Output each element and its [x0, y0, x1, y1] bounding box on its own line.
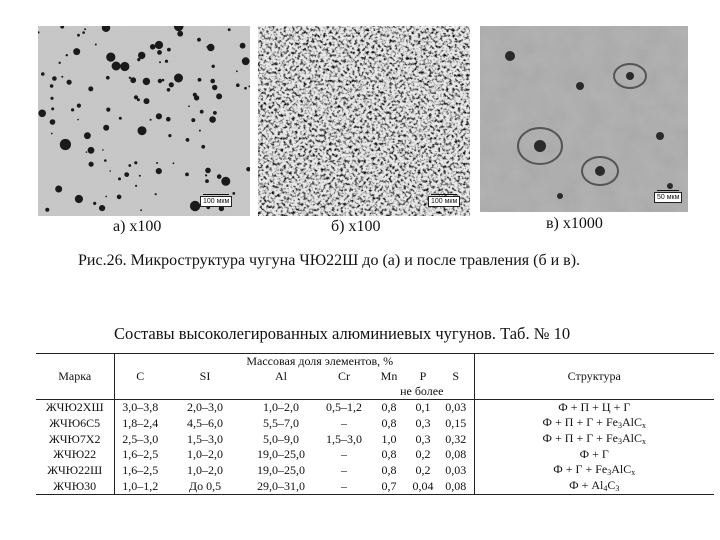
graphite-nodule: [198, 78, 202, 82]
graphite-nodule: [156, 162, 158, 164]
graphite-nodule: [55, 186, 62, 193]
graphite-nodule: [138, 52, 145, 59]
graphite-nodule: [75, 195, 83, 203]
table-row: [36, 478, 714, 495]
table-row: [36, 447, 714, 462]
micrograph-c-label: в) х1000: [546, 215, 603, 232]
cell-si: 1,5–3,0: [187, 431, 223, 446]
graphite-nodule: [106, 76, 110, 80]
graphite-nodule: [128, 164, 131, 167]
graphite-nodule: [102, 149, 104, 151]
graphite-nodule: [207, 44, 214, 51]
graphite-nodule: [167, 88, 171, 92]
graphite-nodule: [228, 28, 231, 31]
graphite-nodule: [38, 110, 46, 118]
graphite-nodule: [173, 162, 175, 164]
cell-mn: 0,7: [370, 478, 408, 495]
graphite-nodule: [73, 48, 80, 55]
cell-al: 29,0–31,0: [244, 478, 318, 495]
cell-mark: ЖЧЮ22Ш: [36, 462, 114, 478]
graphite-nodule: [89, 162, 94, 167]
graphite-nodule: [150, 119, 152, 121]
cell-structure: Ф + П + Г + Fe3AlCx: [474, 431, 714, 447]
cell-si: 1,0–2,0: [187, 462, 223, 477]
graphite-nodule: [104, 159, 107, 162]
cell-al: 1,0–2,0: [263, 400, 299, 414]
cell-structure: Ф + Г: [474, 447, 714, 462]
graphite-nodule: [51, 133, 53, 135]
scale-bar-a: 100 мкм: [200, 196, 232, 207]
graphite-nodule: [140, 209, 142, 211]
graphite-nodule: [185, 173, 189, 177]
graphite-nodule: [212, 65, 215, 68]
cell-cr: –: [318, 478, 370, 495]
cell-cr: 0,5–1,2: [326, 400, 362, 414]
cell-si: До 0,5: [166, 478, 244, 495]
graphite-nodule: [210, 79, 215, 84]
graphite-nodule: [118, 177, 121, 180]
cell-mark: ЖЧЮ30: [36, 478, 114, 495]
graphite-nodule: [61, 76, 63, 78]
micrograph-c-image: [480, 26, 688, 212]
cell-s: 0,03: [445, 462, 467, 477]
table-row: [36, 415, 714, 431]
table-title: Составы высоколегированных алюминиевых чугунов. Таб. № 10: [114, 324, 571, 343]
graphite-nodule: [194, 95, 199, 100]
graphite-nodule: [84, 132, 91, 139]
cell-mark: ЖЧЮ22: [36, 447, 114, 462]
graphite-nodule: [95, 44, 97, 46]
cell-al: 5,5–7,0: [263, 415, 299, 430]
header-mn: Mn: [380, 369, 398, 383]
graphite-nodule: [84, 28, 86, 30]
graphite-nodule: [143, 78, 150, 85]
graphite-nodule: [82, 31, 85, 34]
cell-c: 2,5–3,0: [122, 431, 159, 446]
cell-mark: ЖЧЮ6С5: [36, 415, 114, 431]
cell-si: 2,0–3,0: [187, 400, 223, 414]
graphite-nodule: [67, 80, 72, 85]
table-row: [36, 400, 714, 416]
graphite-nodule: [155, 193, 157, 195]
graphite-nodule: [155, 41, 163, 49]
graphite-nodule: [236, 70, 238, 72]
graphite-nodule: [50, 84, 54, 88]
header-c: C: [136, 369, 145, 383]
graphite-nodule: [244, 87, 247, 90]
cell-c: 1,6–2,5: [122, 447, 159, 461]
graphite-nodule: [206, 46, 208, 48]
header-structure: Структура: [474, 369, 714, 384]
micrograph-a-image: [38, 26, 250, 216]
cell-structure: Ф + П + Ц + Г: [474, 400, 714, 416]
cell-cr: –: [341, 415, 347, 430]
header-s: S: [452, 369, 460, 383]
graphite-nodule: [71, 108, 74, 111]
micrograph-b: [258, 26, 470, 216]
graphite-nodule: [165, 60, 168, 63]
cell-al: 19,0–25,0: [257, 462, 305, 477]
cell-s: 0,15: [445, 415, 467, 430]
graphite-nodule: [199, 130, 201, 132]
cell-s: 0,03: [445, 400, 467, 414]
graphite-nodule: [50, 119, 56, 125]
graphite-nodule: [137, 98, 140, 101]
graphite-nodule: [52, 76, 57, 81]
table-body: [36, 400, 714, 495]
cell-al: 19,0–25,0: [257, 447, 305, 461]
graphite-nodule: [158, 79, 162, 83]
header-si: SI: [199, 369, 211, 383]
graphite-nodule: [139, 175, 141, 177]
table-row: [36, 431, 714, 447]
graphite-nodule: [130, 77, 136, 83]
graphite-nodule: [167, 48, 171, 52]
graphite-nodule: [105, 196, 107, 198]
cell-c: 3,0–3,8: [122, 400, 159, 414]
graphite-nodule: [197, 38, 201, 42]
header-cr: Cr: [338, 369, 350, 383]
graphite-nodule: [50, 97, 53, 100]
graphite-nodule: [213, 111, 217, 115]
cell-p: 0,3: [415, 415, 431, 430]
graphite-nodule: [112, 62, 121, 71]
graphite-nodule: [221, 177, 230, 186]
cell-s: 0,08: [445, 447, 467, 461]
cell-al: 5,0–9,0: [263, 431, 299, 446]
graphite-nodule: [124, 172, 129, 177]
graphite-nodule: [93, 202, 96, 205]
graphite-nodule: [103, 125, 109, 131]
graphite-nodule: [99, 205, 105, 211]
graphite-nodule: [186, 138, 190, 142]
graphite-nodule: [205, 174, 207, 176]
micrograph-b-image: [258, 26, 470, 216]
graphite-nodule: [150, 44, 156, 50]
cell-cr: 1,5–3,0: [326, 431, 362, 446]
cell-cr: –: [341, 462, 347, 477]
graphite-nodule: [86, 151, 88, 153]
graphite-nodule: [138, 126, 147, 135]
graphite-nodule: [45, 208, 49, 212]
header-mark: Марка: [36, 369, 114, 384]
cell-p: 0,1: [415, 400, 431, 414]
cell-mark: ЖЧЮ7Х2: [36, 431, 114, 447]
graphite-nodule: [188, 105, 190, 107]
cell-mn: 1,0: [381, 431, 397, 446]
graphite-nodule: [201, 145, 205, 149]
scale-bar-b: 100 мкм: [428, 196, 460, 207]
graphite-nodule: [177, 31, 183, 37]
cell-s: 0,08: [438, 478, 474, 495]
graphite-nodule: [88, 147, 95, 154]
graphite-nodule: [217, 174, 222, 179]
graphite-nodule: [134, 161, 137, 164]
graphite-nodule: [174, 74, 183, 83]
graphite-nodule: [168, 134, 171, 137]
graphite-nodule: [106, 108, 110, 112]
graphite-nodule: [117, 195, 122, 200]
graphite-nodule: [240, 43, 246, 49]
graphite-nodule: [156, 113, 162, 119]
graphite-nodule: [191, 118, 195, 122]
graphite-nodule: [77, 104, 81, 108]
cell-p: 0,2: [415, 447, 431, 461]
cell-p: 0,04: [408, 478, 438, 495]
graphite-nodule: [66, 54, 68, 56]
cell-si: 4,5–6,0: [187, 415, 223, 430]
graphite-nodule: [144, 98, 150, 104]
graphite-nodule: [77, 119, 79, 121]
header-al: Al: [275, 369, 287, 383]
figure-caption: Рис.26. Микроструктура чугуна ЧЮ22Ш до (а) и после травления (б и в).: [78, 252, 581, 269]
micrograph-b-label: б) х100: [331, 218, 381, 235]
graphite-nodule: [190, 201, 200, 211]
table-row: [36, 462, 714, 478]
graphite-nodule: [77, 34, 80, 37]
cell-s: 0,32: [445, 431, 467, 446]
composition-table: [36, 353, 714, 495]
graphite-nodule: [205, 168, 211, 174]
cell-structure: Ф + П + Г + Fe3AlCx: [474, 415, 714, 431]
graphite-nodule: [236, 83, 240, 87]
graphite-nodule: [88, 86, 93, 91]
cell-cr: –: [341, 447, 347, 461]
cell-mn: 0,8: [381, 447, 397, 461]
cell-mn: 0,8: [381, 462, 397, 477]
cell-c: 1,8–2,4: [122, 415, 159, 430]
cell-mn: 0,8: [381, 400, 397, 414]
graphite-nodule: [135, 185, 137, 187]
cell-structure: Ф + Al4C3: [474, 478, 714, 495]
graphite-nodule: [109, 170, 111, 172]
micrograph-a-label: а) х100: [113, 218, 162, 235]
group-header: Массовая доля элементов, %: [166, 354, 474, 370]
graphite-nodule: [205, 179, 209, 183]
graphite-nodule: [60, 139, 71, 150]
graphite-nodule: [119, 117, 122, 120]
graphite-nodule: [232, 192, 235, 195]
graphite-nodule: [129, 77, 131, 79]
graphite-nodule: [166, 117, 171, 122]
cell-p: 0,2: [415, 462, 431, 477]
cell-structure: Ф + Г + Fe3AlCx: [474, 462, 714, 478]
graphite-nodule: [159, 61, 161, 63]
cell-mark: ЖЧЮ2ХШ: [36, 400, 114, 416]
cell-p: 0,3: [415, 431, 431, 446]
graphite-nodule: [106, 53, 115, 62]
graphite-nodule: [169, 82, 174, 87]
scale-bar-c: 50 мкм: [654, 192, 682, 203]
graphite-nodule: [212, 85, 217, 90]
graphite-nodule: [120, 62, 129, 71]
micrograph-c: [480, 26, 688, 212]
header-p: P: [419, 369, 427, 383]
header-note: не более: [370, 384, 474, 400]
graphite-nodule: [220, 95, 222, 97]
micrograph-a: [38, 26, 250, 216]
graphite-nodule: [157, 50, 162, 55]
graphite-nodule: [41, 72, 45, 76]
graphite-nodule: [209, 116, 216, 123]
graphite-nodule: [242, 57, 250, 65]
cell-c: 1,6–2,5: [122, 462, 159, 477]
cell-c: 1,0–1,2: [114, 478, 166, 495]
graphite-nodule: [59, 62, 61, 64]
graphite-nodule: [51, 107, 54, 110]
graphite-nodule: [200, 110, 204, 114]
cell-mn: 0,8: [381, 415, 397, 430]
cell-si: 1,0–2,0: [187, 447, 223, 461]
graphite-nodule: [156, 168, 162, 174]
